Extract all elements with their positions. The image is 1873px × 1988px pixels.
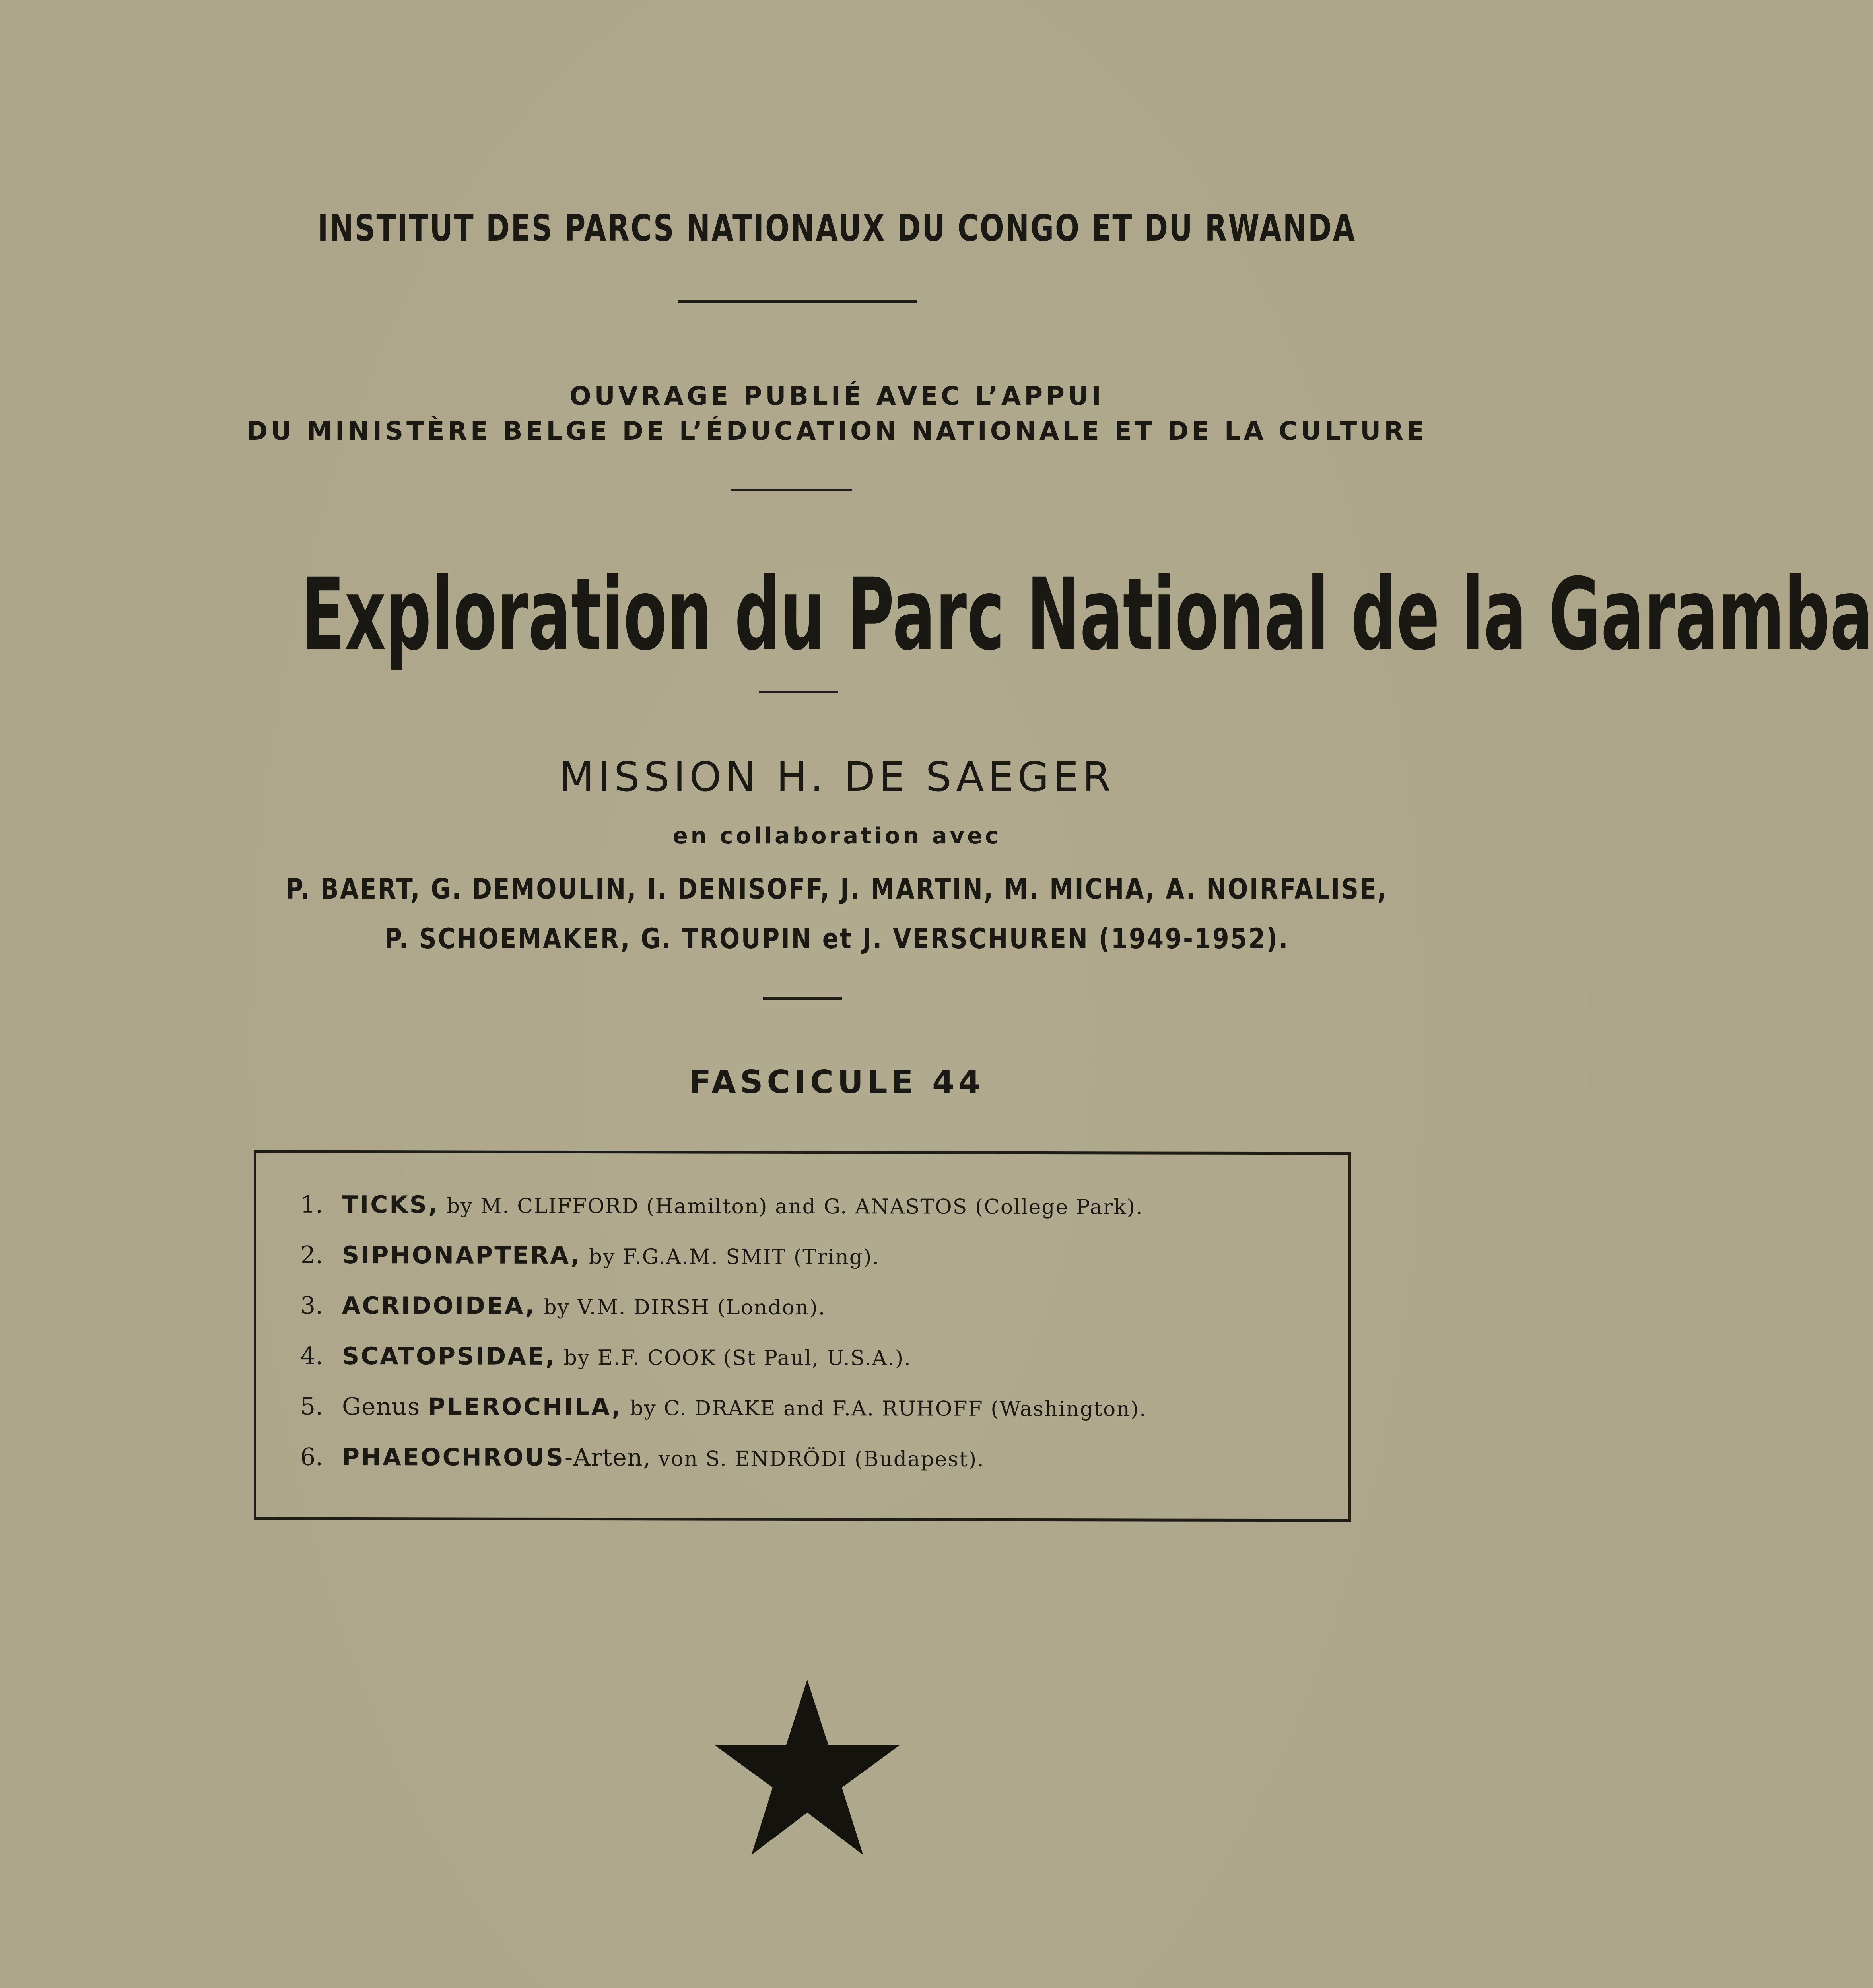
publication-support-line-2: DU MINISTÈRE BELGE DE L’ÉDUCATION NATIONALE ET DE LA CULTURE [246, 417, 1428, 446]
item-subject: SCATOPSIDAE, [342, 1342, 556, 1371]
item-subject: ACRIDOIDEA, [342, 1291, 536, 1320]
divider-rule [678, 300, 917, 303]
item-number: 6. [300, 1443, 323, 1471]
main-title: Exploration du Parc National de la Garamba [301, 557, 1873, 672]
contents-item [300, 1342, 911, 1371]
contents-item [300, 1292, 826, 1320]
item-authors: von S. ENDRÖDI (Budapest). [658, 1447, 985, 1472]
contents-item [300, 1443, 985, 1472]
institute-heading: INSTITUT DES PARCS NATIONAUX DU CONGO ET DU RWANDA [317, 207, 1356, 249]
item-number: 4. [300, 1342, 323, 1370]
item-authors: by C. DRAKE and F.A. RUHOFF (Washington). [630, 1396, 1147, 1421]
item-authors: by F.G.A.M. SMIT (Tring). [589, 1245, 880, 1270]
publication-support-line-1: OUVRAGE PUBLIÉ AVEC L’APPUI [569, 382, 1104, 411]
divider-rule [731, 489, 852, 491]
item-authors: by M. CLIFFORD (Hamilton) and G. ANASTOS (College Park). [446, 1194, 1143, 1219]
divider-rule [759, 691, 838, 693]
collaboration-label: en collaboration avec [672, 823, 1001, 849]
authors-line-2: P. SCHOEMAKER, G. TROUPIN et J. VERSCHUREN (1949-1952). [385, 922, 1289, 955]
star-icon [708, 1676, 907, 1859]
item-subject: TICKS, [342, 1190, 439, 1219]
contents-item [300, 1191, 1143, 1220]
item-authors: by V.M. DIRSH (London). [543, 1295, 826, 1320]
item-number: 1. [300, 1190, 323, 1219]
contents-item [300, 1241, 880, 1270]
contents-item [300, 1393, 1147, 1422]
fascicule-number: FASCICULE 44 [689, 1064, 985, 1101]
item-authors: by E.F. COOK (St Paul, U.S.A.). [563, 1345, 911, 1371]
item-prefix: Genus [342, 1392, 420, 1421]
contents-box [254, 1150, 1351, 1522]
item-number: 3. [300, 1291, 323, 1320]
authors-line-1: P. BAERT, G. DEMOULIN, I. DENISOFF, J. MARTIN, M. MICHA, A. NOIRFALISE, [286, 873, 1388, 905]
mission-heading: MISSION H. DE SAEGER [559, 753, 1115, 801]
item-number: 5. [300, 1392, 323, 1421]
item-subject: PLEROCHILA, [427, 1393, 623, 1421]
divider-rule [763, 997, 842, 1000]
item-subject: SIPHONAPTERA, [342, 1241, 581, 1270]
item-subject: PHAEOCHROUS [342, 1443, 565, 1472]
item-number: 2. [300, 1241, 323, 1269]
item-suffix: -Arten, [565, 1443, 651, 1472]
